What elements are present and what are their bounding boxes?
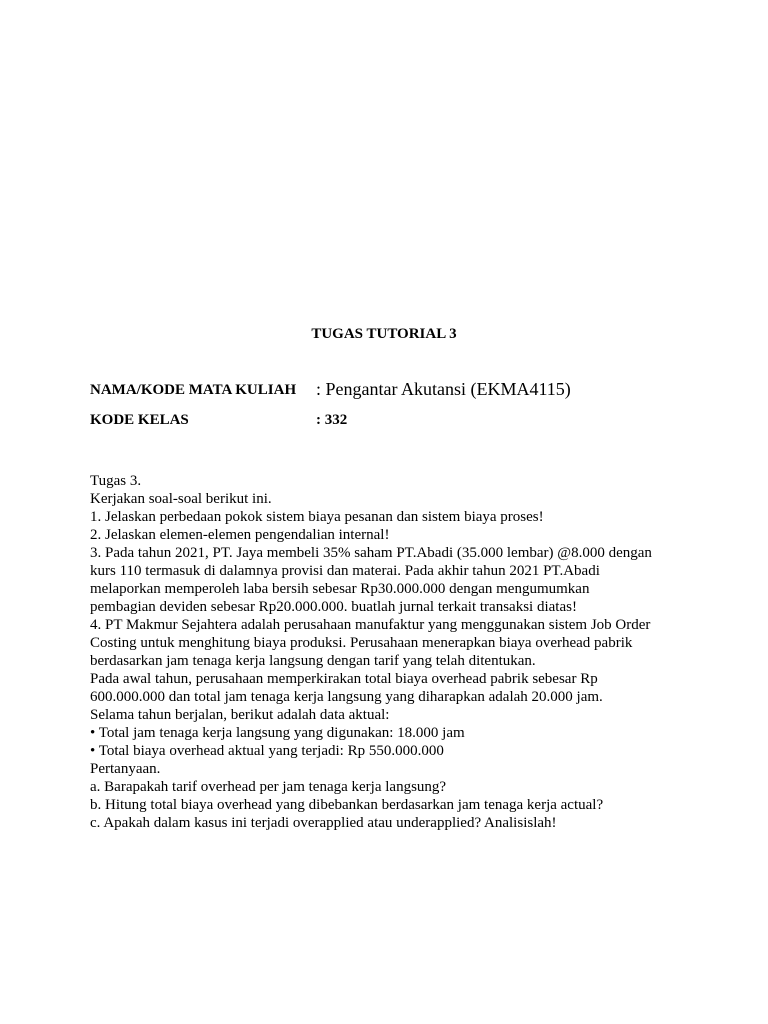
question-3-line: kurs 110 termasuk di dalamnya provisi dan materai. Pada akhir tahun 2021 PT.Abadi — [90, 563, 600, 579]
assignment-body — [90, 472, 690, 832]
question-4-line: 4. PT Makmur Sejahtera adalah perusahaan manufaktur yang menggunakan sistem Job Order — [90, 617, 651, 633]
sub-question-a: a. Barapakah tarif overhead per jam tenaga kerja langsung? — [90, 779, 447, 795]
class-value: : 332 — [316, 412, 348, 428]
questions-heading: Pertanyaan. — [90, 761, 161, 777]
course-value: : Pengantar Akutansi (EKMA4115) — [316, 379, 571, 399]
bullet-item: • Total biaya overhead aktual yang terjadi: Rp 550.000.000 — [90, 743, 444, 759]
sub-question-b: b. Hitung total biaya overhead yang dibebankan berdasarkan jam tenaga kerja actual? — [90, 797, 604, 813]
question-4-line: Pada awal tahun, perusahaan memperkirakan total biaya overhead pabrik sebesar Rp — [90, 671, 598, 687]
question-3-line: 3. Pada tahun 2021, PT. Jaya membeli 35% saham PT.Abadi (35.000 lembar) @8.000 dengan — [90, 545, 652, 561]
question-3-line: pembagian deviden sebesar Rp20.000.000. buatlah jurnal terkait transaksi diatas! — [90, 599, 577, 615]
question-1: 1. Jelaskan perbedaan pokok sistem biaya pesanan dan sistem biaya proses! — [90, 509, 544, 525]
question-4-line: 600.000.000 dan total jam tenaga kerja langsung yang diharapkan adalah 20.000 jam. — [90, 689, 603, 705]
bullet-item: • Total jam tenaga kerja langsung yang digunakan: 18.000 jam — [90, 725, 465, 741]
question-4-line: Costing untuk menghitung biaya produksi. Perusahaan menerapkan biaya overhead pabrik — [90, 635, 633, 651]
document-title: TUGAS TUTORIAL 3 — [311, 326, 457, 342]
task-heading: Tugas 3. — [90, 473, 142, 489]
sub-question-c: c. Apakah dalam kasus ini terjadi overapplied atau underapplied? Analisislah! — [90, 815, 557, 831]
question-4-line: berdasarkan jam tenaga kerja langsung dengan tarif yang telah ditentukan. — [90, 653, 536, 669]
course-label: NAMA/KODE MATA KULIAH — [90, 382, 297, 398]
question-3-line: melaporkan memperoleh laba bersih sebesar Rp30.000.000 dengan mengumumkan — [90, 581, 590, 597]
class-label: KODE KELAS — [90, 412, 189, 428]
instruction-line: Kerjakan soal-soal berikut ini. — [90, 491, 272, 507]
question-2: 2. Jelaskan elemen-elemen pengendalian internal! — [90, 527, 390, 543]
question-4-line: Selama tahun berjalan, berikut adalah data aktual: — [90, 707, 390, 723]
